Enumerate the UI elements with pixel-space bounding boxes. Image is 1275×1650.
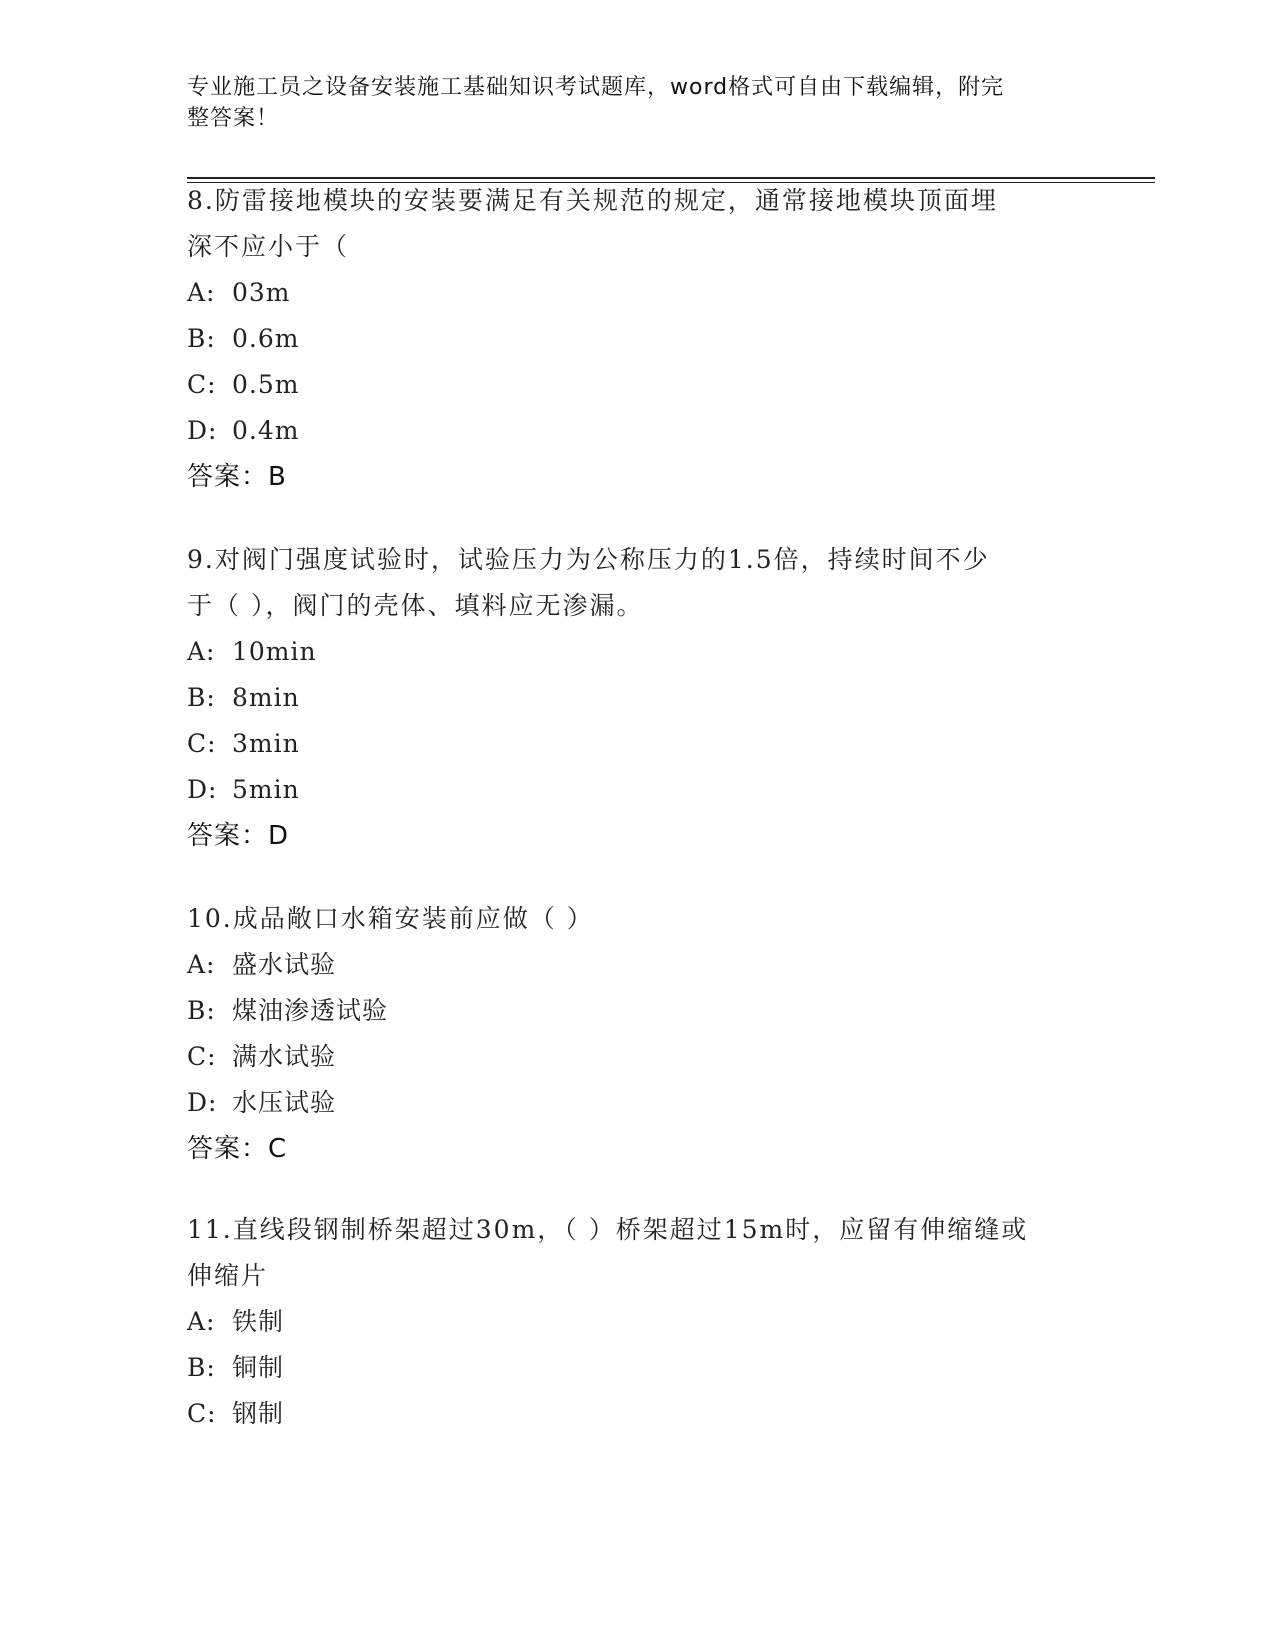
option-text: 铜制	[232, 1353, 285, 1382]
answer-line: 答案：B	[187, 462, 287, 492]
option-c	[187, 721, 1087, 767]
option-key: A:	[187, 1307, 216, 1336]
answer-line: 答案：D	[187, 821, 290, 851]
question-stem-line: 8.防雷接地模块的安装要满足有关规范的规定，通常接地模块顶面埋	[187, 186, 998, 215]
option-d	[187, 1080, 1087, 1126]
option-b	[187, 316, 1087, 362]
option-text: 钢制	[232, 1399, 285, 1428]
option-d	[187, 408, 1087, 454]
header-line-2: 整答案！	[187, 106, 280, 131]
option-key: A:	[187, 637, 216, 666]
option-text: 0.4m	[232, 416, 300, 445]
option-a	[187, 270, 1087, 316]
option-d	[187, 767, 1087, 813]
option-text: 水压试验	[232, 1088, 337, 1117]
option-c	[187, 1391, 1087, 1437]
option-key: D:	[187, 416, 218, 445]
option-text: 铁制	[232, 1307, 285, 1336]
option-b	[187, 988, 1087, 1034]
option-a	[187, 629, 1087, 675]
option-key: C:	[187, 1042, 217, 1071]
option-b	[187, 675, 1087, 721]
question-stem-line: 9.对阀门强度试验时，试验压力为公称压力的1.5倍，持续时间不少	[187, 545, 990, 574]
document-header	[187, 72, 1067, 134]
answer-line: 答案：C	[187, 1134, 288, 1164]
option-text: 8min	[232, 683, 300, 712]
option-key: C:	[187, 370, 217, 399]
option-b	[187, 1345, 1087, 1391]
option-text: 煤油渗透试验	[232, 996, 389, 1025]
option-key: B:	[187, 683, 216, 712]
option-text: 03m	[232, 278, 291, 307]
option-text: 满水试验	[232, 1042, 337, 1071]
option-key: A:	[187, 950, 216, 979]
option-key: D:	[187, 1088, 218, 1117]
header-line-1: 专业施工员之设备安装施工基础知识考试题库，word格式可自由下载编辑，附完	[187, 75, 1005, 100]
option-key: C:	[187, 729, 217, 758]
question-stem-line: 于（ ），阀门的壳体、填料应无渗漏。	[187, 591, 644, 620]
question-8	[187, 178, 1087, 500]
option-text: 5min	[232, 775, 300, 804]
option-text: 10min	[232, 637, 317, 666]
option-text: 0.6m	[232, 324, 300, 353]
question-10	[187, 896, 1087, 1172]
question-9	[187, 537, 1087, 859]
question-stem-line: 11.直线段钢制桥架超过30m，（ ）桥架超过15m时，应留有伸缩缝或	[187, 1215, 1029, 1244]
option-text: 3min	[232, 729, 300, 758]
option-key: B:	[187, 324, 216, 353]
question-stem-line: 伸缩片	[187, 1261, 269, 1290]
question-stem-line: 10.成品敞口水箱安装前应做（ ）	[187, 904, 594, 933]
option-c	[187, 1034, 1087, 1080]
option-a	[187, 1299, 1087, 1345]
option-key: D:	[187, 775, 218, 804]
question-stem-line: 深不应小于（	[187, 232, 350, 261]
option-text: 盛水试验	[232, 950, 337, 979]
option-key: C:	[187, 1399, 217, 1428]
option-key: B:	[187, 996, 216, 1025]
option-key: A:	[187, 278, 216, 307]
option-c	[187, 362, 1087, 408]
option-key: B:	[187, 1353, 216, 1382]
option-a	[187, 942, 1087, 988]
question-11	[187, 1207, 1087, 1437]
option-text: 0.5m	[232, 370, 300, 399]
